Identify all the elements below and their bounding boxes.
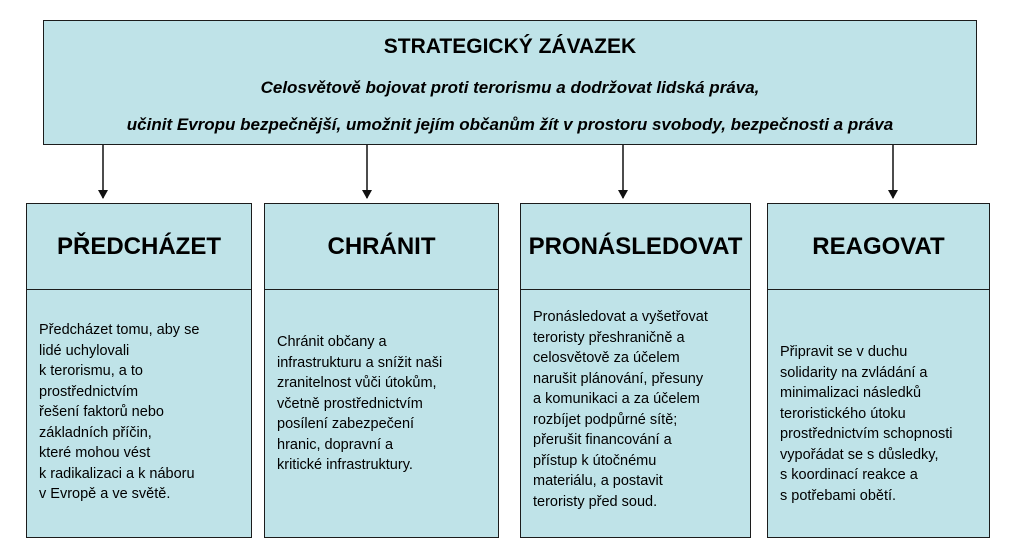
pillar-pronasledovat-line: rozbíjet podpůrné sítě; [533, 411, 678, 428]
pillar-pronasledovat-line: narušit plánování, přesuny [533, 370, 704, 387]
pillar-predchazet-line: Předcházet tomu, aby se [39, 322, 200, 338]
pillar-predchazet-line: v Evropě a ve světě. [39, 486, 171, 502]
pillar-pronasledovat-line: teroristy před soud. [533, 493, 658, 510]
pillar-predchazet-line: základních příčin, [39, 424, 152, 441]
pillar-predchazet-line: prostřednictvím [39, 383, 139, 400]
pillar-chranit-line: posílení zabezpečení [277, 416, 415, 432]
pillar-predchazet-body [26, 289, 252, 538]
pillar-chranit-line: hranic, dopravní a [277, 436, 394, 453]
pillar-reagovat-line: prostřednictvím schopnosti [780, 426, 953, 442]
pillar-chranit-header [264, 203, 499, 290]
pillar-predchazet-line: k terorismu, a to [39, 363, 143, 379]
pillar-pronasledovat-line: a komunikaci a za účelem [533, 391, 700, 407]
strategic-commitment-line-2: učinit Evropu bezpečnější, umožnit jejím občanům žít v prostoru svobody, bezpečnosti a práva [126, 115, 894, 134]
pillar-reagovat-body [767, 289, 990, 538]
pillar-pronasledovat-line: přístup k útočnému [533, 452, 657, 469]
pillar-chranit-line: Chránit občany a [277, 334, 387, 350]
pillar-reagovat-title: REAGOVAT [812, 232, 945, 260]
pillar-reagovat-header [767, 203, 990, 290]
pillar-pronasledovat-header [520, 203, 751, 290]
pillar-reagovat-line: solidarity na zvládání a [780, 364, 928, 381]
pillar-reagovat-line: vypořádat se s důsledky, [780, 446, 939, 463]
pillar-reagovat-line: s potřebami obětí. [780, 487, 897, 504]
strategic-commitment-box [43, 20, 977, 145]
pillar-pronasledovat-line: Pronásledovat a vyšetřovat [533, 309, 708, 325]
pillar-predchazet-line: k radikalizaci a k náboru [39, 465, 195, 482]
pillar-pronasledovat-line: celosvětově za účelem [533, 350, 680, 366]
pillar-pronasledovat-line: materiálu, a postavit [533, 473, 663, 489]
pillar-chranit-body [264, 289, 499, 538]
pillar-reagovat-line: s koordinací reakce a [780, 467, 918, 483]
pillar-pronasledovat-title: PRONÁSLEDOVAT [528, 232, 743, 260]
pillar-chranit-line: zranitelnost vůči útokům, [277, 375, 437, 391]
pillar-chranit-title: CHRÁNIT [327, 232, 436, 260]
pillar-predchazet-header [26, 203, 252, 290]
strategic-commitment-title: STRATEGICKÝ ZÁVAZEK [383, 35, 637, 58]
pillar-predchazet-line: lidé uchylovali [39, 342, 130, 359]
pillar-chranit-line: infrastrukturu a snížit naši [277, 354, 443, 371]
pillar-predchazet-line: řešení faktorů nebo [39, 404, 164, 420]
pillar-chranit-line: kritické infrastruktury. [277, 457, 413, 473]
pillar-reagovat-line: minimalizaci následků [780, 385, 922, 401]
pillar-reagovat-line: Připravit se v duchu [780, 344, 908, 360]
pillar-pronasledovat-body [520, 289, 751, 538]
pillar-chranit-line: včetně prostřednictvím [277, 395, 423, 412]
pillar-pronasledovat-line: teroristy přeshraničně a [533, 329, 685, 346]
pillar-reagovat-line: teroristického útoku [780, 405, 906, 422]
pillar-pronasledovat-line: přerušit financování a [533, 432, 672, 448]
pillar-predchazet-line: které mohou vést [39, 445, 151, 461]
strategic-commitment-line-1: Celosvětově bojovat proti terorismu a dodržovat lidská práva, [260, 78, 760, 97]
pillar-predchazet-title: PŘEDCHÁZET [56, 232, 221, 260]
